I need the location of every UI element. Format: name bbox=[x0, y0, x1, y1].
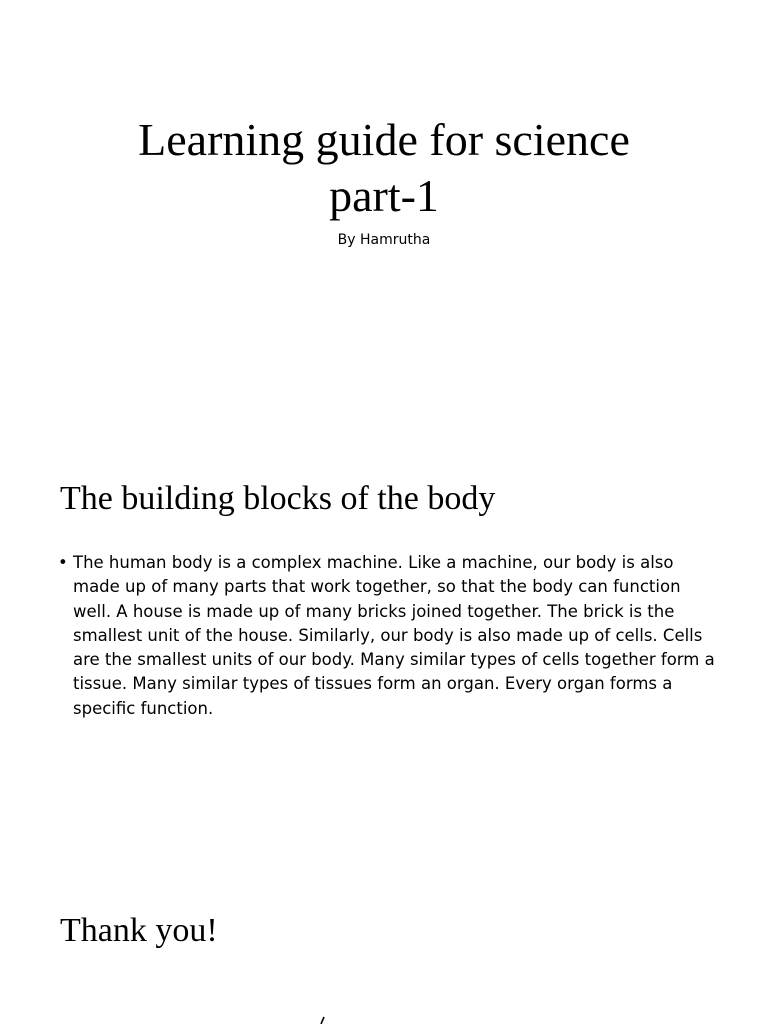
title-line-2: part-1 bbox=[329, 170, 439, 221]
closing-slide bbox=[0, 880, 768, 1024]
slide-heading: The building blocks of the body bbox=[60, 480, 496, 517]
presentation-title bbox=[0, 112, 768, 224]
author-subtitle: By Hamrutha bbox=[337, 232, 431, 248]
content-slide bbox=[0, 440, 768, 760]
title-line-1: Learning guide for science bbox=[138, 114, 630, 165]
partial-mark-icon bbox=[318, 1014, 328, 1024]
thank-you-heading: Thank you! bbox=[60, 912, 218, 949]
bullet-text: The human body is a complex machine. Like a machine, our body is also made up of many parts that work together, so that the body can function well. A house is made up of many bricks joined together. The brick is the smallest unit of the house. Similarly, our body is also made up of cells. Cells are the smallest units of our body. Many similar types of cells together form a tissue. Many similar types of tissues form an organ. Every organ forms a specific function. bbox=[73, 553, 715, 718]
title-slide bbox=[0, 0, 768, 300]
bullet-marker: • bbox=[58, 553, 68, 572]
bullet-list bbox=[58, 551, 718, 721]
bullet-item bbox=[58, 551, 718, 721]
